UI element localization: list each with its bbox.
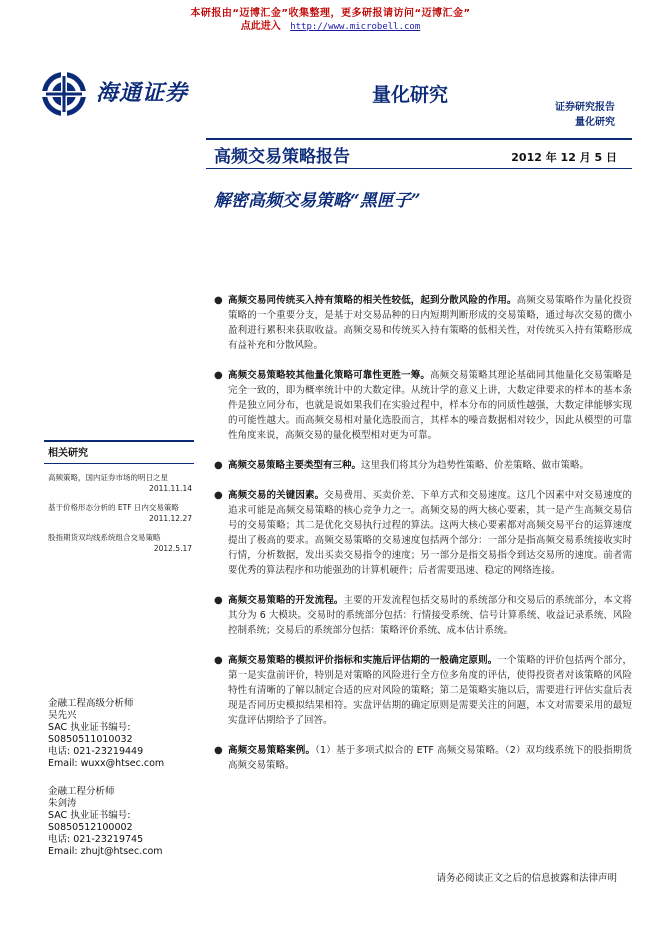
bullet-text: 这里我们将其分为趋势性策略、价差策略、做市策略。 (361, 460, 590, 471)
bullet-lead: 高频交易策略主要类型有三种。 (228, 460, 362, 471)
analyst-phone: 电话: 021-23219449 (48, 746, 144, 757)
related-item-title: 股指期货双均线系统组合交易策略 (48, 533, 161, 542)
bullet-lead: 高频交易策略的开发流程。 (228, 595, 344, 606)
report-headline: 解密高频交易策略“黑匣子” (214, 191, 421, 211)
summary-bullet (214, 293, 632, 353)
company-name: 海通证券 (96, 80, 189, 106)
summary-bullet (214, 743, 632, 773)
analyst-cert-label: SAC 执业证书编号: (48, 722, 131, 733)
promo-enter-label: 点此进入 (240, 21, 281, 32)
bullet-lead: 高频交易同传统买入持有策略的相关性较低，起到分散风险的作用。 (228, 295, 517, 306)
summary-bullet (214, 653, 632, 728)
bullet-icon: ● (214, 655, 223, 666)
related-item-date: 2011.12.27 (149, 514, 192, 523)
analyst-email[interactable]: Email: wuxx@htsec.com (48, 758, 165, 769)
bullet-icon: ● (214, 295, 223, 306)
related-item-title: 高频策略，国内证券市场的明日之星 (48, 473, 168, 482)
promo-banner: 本研报由“迈博汇金”收集整理，更多研报请访问“迈博汇金” (190, 8, 471, 19)
analyst-cert-label: SAC 执业证书编号: (48, 810, 131, 821)
analyst-cert: S0850512100002 (48, 822, 133, 833)
analyst-card (48, 786, 198, 858)
related-research-heading: 相关研究 (44, 440, 194, 464)
related-item[interactable] (44, 502, 194, 524)
related-item-date: 2012.5.17 (153, 544, 192, 553)
summary-bullet (214, 458, 632, 473)
analyst-phone: 电话: 021-23219745 (48, 834, 144, 845)
related-item[interactable] (44, 532, 194, 554)
title-bottom-rule (206, 168, 632, 169)
bullet-icon: ● (214, 745, 223, 756)
related-item-date: 2011.11.14 (149, 484, 192, 493)
analyst-cert: S0850511010032 (48, 734, 133, 745)
bullet-lead: 高频交易策略案例。 (228, 745, 316, 756)
related-item-title: 基于价格形态分析的 ETF 日内交易策略 (48, 503, 179, 512)
bullet-icon: ● (214, 370, 223, 381)
bullet-icon: ● (214, 490, 223, 501)
bullet-icon: ● (214, 460, 223, 471)
bullet-icon: ● (214, 595, 223, 606)
haitong-logo-icon (40, 70, 88, 118)
analyst-role: 金融工程高级分析师 (48, 698, 134, 709)
analyst-name: 朱剑涛 (48, 798, 77, 809)
bullet-text: 高频交易策略作为量化投资策略的一个重要分支，是基于对交易品种的日内短期判断形成的交易策略，通过每次交易的微小盈利进行累积来获取收益。高频交易和传统买入持有策略的低相关性，对传统买入持有策略形成有益补充和分散风险。 (228, 295, 632, 351)
title-top-rule (206, 138, 632, 140)
related-research-panel (44, 440, 194, 562)
report-date: 2012 年 12 月 5 日 (511, 151, 617, 164)
related-item[interactable] (44, 472, 194, 494)
bullet-lead: 高频交易策略的模拟评价指标和实施后评估期的一般确定原则。 (228, 655, 498, 666)
bullet-lead: 高频交易策略较其他量化策略可靠性更胜一筹。 (228, 370, 431, 381)
category-title: 量化研究 (372, 84, 449, 106)
promo-link-line (0, 17, 661, 32)
promo-url-link[interactable]: http://www.microbell.com (290, 22, 421, 32)
report-type-label: 证券研究报告 (555, 102, 615, 113)
bullet-text: 高频交易策略其理论基础同其他量化交易策略是完全一致的，即为概率统计中的大数定律。从统计学的意义上讲，大数定律要求的样本的基本条件是独立同分布，也就是说如果我们在实验过程中，样本分布的同质性越强，大数定律能够实现的可能性越大。而高频交易相对量化选股而言，其样本的噪音数据相对较少，因此从模型的可靠性角度来说，高频交易的量化模型相对更为可靠。 (228, 370, 632, 441)
report-title: 高频交易策略报告 (214, 147, 350, 167)
summary-bullet (214, 368, 632, 443)
bullet-lead: 高频交易的关键因素。 (228, 490, 325, 501)
summary-bullet (214, 488, 632, 578)
bullet-text: 交易费用、买卖价差、下单方式和交易速度。这几个因素中对交易速度的追求可能是高频交易策略的核心竞争力之一。高频交易的两大核心要素，其一是产生高频交易信号的交易策略；其二是优化交易执行过程的算法。这两大核心要素都对高频交易平台的运算速度提出了极高的要求。高频交易策略的交易速度包括两个部分：一部分是指高频交易系统接收实时行情，分析数据，发出买卖交易指令的速度；另一部分是指交易指令到达交易所的速度。前者需要优秀的算法程序和功能强劲的计算机硬件；后者需要迅速、稳定的网络连接。 (228, 490, 632, 576)
summary-bullet (214, 593, 632, 638)
bullet-text: 主要的开发流程包括交易时的系统部分和交易后的系统部分，本文将其分为 6 大模块。交易时的系统部分包括：行情接受系统、信号计算系统、收益记录系统、风险控制系统；交易后的系统部分包括：策略评价系统、成本估计系统。 (228, 595, 632, 636)
analyst-email[interactable]: Email: zhujt@htsec.com (48, 846, 163, 857)
bullet-text: 一个策略的评价包括两个部分，第一是实盘前评价，特别是对策略的风险进行全方位多角度的评估，使得投资者对该策略的风险特性有清晰的了解以制定合适的应对风险的策略；第二是策略实施以后，需要进行评估实盘后表现是否同历史模拟结果相符。实盘评估期的确定原则是需要关注的问题，本文对需要采用的最短实盘评估期给予了回答。 (228, 655, 632, 726)
analyst-card (48, 698, 198, 770)
analyst-role: 金融工程分析师 (48, 786, 115, 797)
disclaimer-footer: 请务必阅读正文之后的信息披露和法律声明 (436, 873, 617, 884)
summary-bullets (214, 293, 632, 788)
bullet-text: （1）基于多项式拟合的 ETF 高频交易策略。（2）双均线系统下的股指期货高频交易策略。 (228, 745, 632, 771)
analyst-name: 吴先兴 (48, 710, 77, 721)
report-subtype-label: 量化研究 (575, 117, 615, 128)
